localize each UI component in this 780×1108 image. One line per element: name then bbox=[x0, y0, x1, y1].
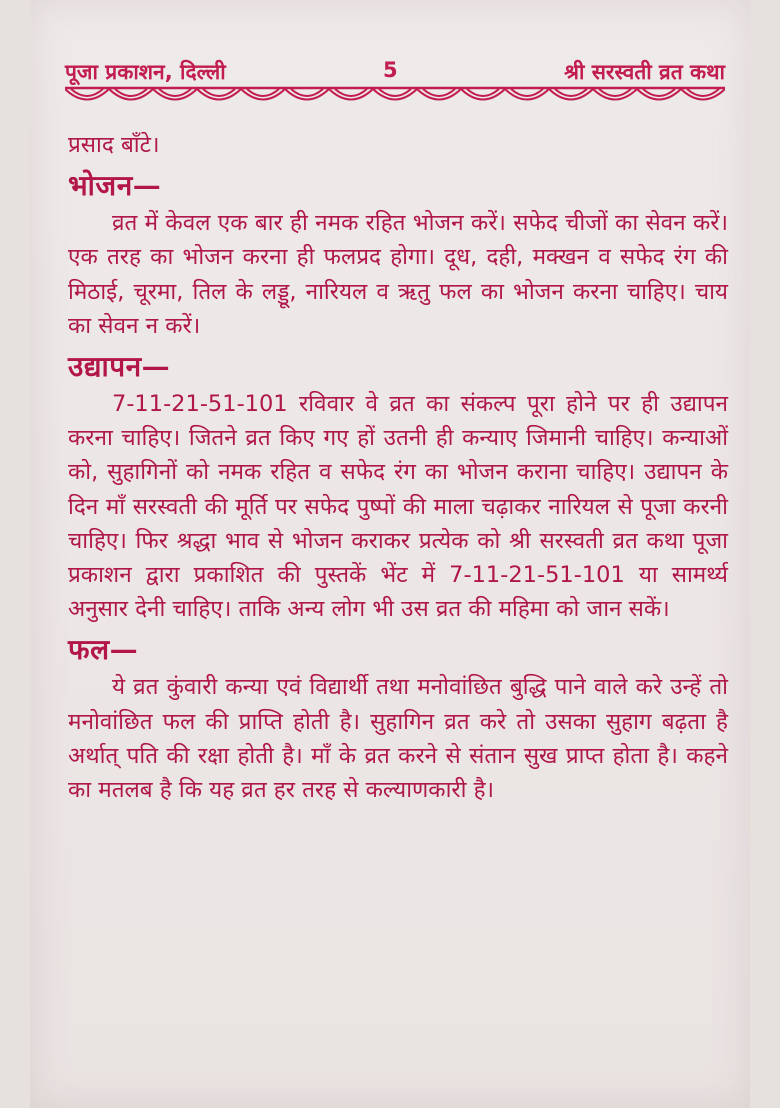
border-scallop-inner bbox=[159, 89, 191, 96]
section-text-udyapan: 7-11-21-51-101 रविवार वे व्रत का संकल्प पूरा होने पर ही उद्यापन करना चाहिए। जितने व्रत किए गए हों उतनी ही कन्याए जिमानी चाहिए। कन्याओं को, सुहागिनों को नमक रहित व सफेद रंग का भोजन कराना चाहिए। उद्यापन के दिन माँ सरस्वती की मूर्ति पर सफेद पुष्पों की माला चढ़ाकर नारियल से पूजा करनी चाहिए। फिर श्रद्धा भाव से भोजन कराकर प्रत्येक को श्री सरस्वती व्रत कथा पूजा प्रकाशन द्वारा प्रकाशित की पुस्तकें भेंट में 7-11-21-51-101 या सामर्थ्य अनुसार देनी चाहिए। ताकि अन्य लोग भी उस व्रत की महिमा को जान सकें। bbox=[68, 391, 728, 623]
border-scallop-inner bbox=[379, 89, 411, 96]
intro-line: प्रसाद बाँटे। bbox=[68, 132, 160, 158]
book-page bbox=[30, 0, 750, 1108]
section-heading-phal: फल— bbox=[68, 633, 139, 667]
border-scallop-inner bbox=[423, 89, 455, 96]
border-scallop-inner bbox=[335, 89, 367, 96]
border-scallop-inner bbox=[467, 89, 499, 96]
border-scallop-inner bbox=[115, 89, 147, 96]
border-scallop-inner bbox=[555, 89, 587, 96]
border-scallop-inner bbox=[643, 89, 675, 96]
header-book-title: श्री सरस्वती व्रत कथा bbox=[564, 60, 725, 84]
border-scallop-inner bbox=[247, 89, 279, 96]
section-text-bhojan: व्रत में केवल एक बार ही नमक रहित भोजन करें। सफेद चीजों का सेवन करें। एक तरह का भोजन करना ही फलप्रद होगा। दूध, दही, मक्खन व सफेद रंग की मिठाई, चूरमा, तिल के लड्डू, नारियल व ऋतु फल का भोजन करना चाहिए। चाय का सेवन न करें। bbox=[68, 210, 728, 339]
border-scallop-inner bbox=[687, 89, 719, 96]
border-scallop-inner bbox=[291, 89, 323, 96]
border-scallop-inner bbox=[203, 89, 235, 96]
section-text-phal: ये व्रत कुंवारी कन्या एवं विद्यार्थी तथा मनोवांछित बुद्धि पाने वाले करे उन्हें तो मनोवांछित फल की प्राप्ति होती है। सुहागिन व्रत करे तो उसका सुहाग बढ़ता है अर्थात् पति की रक्षा होती है। माँ के व्रत करने से संतान सुख प्राप्त होता है। कहने का मतलब है कि यह व्रत हर तरह से कल्याणकारी है। bbox=[68, 674, 728, 804]
page-content bbox=[68, 128, 728, 807]
page-number: 5 bbox=[383, 58, 398, 82]
header-publisher: पूजा प्रकाशन, दिल्ली bbox=[65, 60, 226, 84]
section-heading-bhojan: भोजन— bbox=[68, 169, 162, 203]
border-scallop-inner bbox=[599, 89, 631, 96]
section-heading-udyapan: उद्यापन— bbox=[68, 350, 171, 384]
border-scallop-inner bbox=[511, 89, 543, 96]
decorative-border bbox=[65, 86, 725, 108]
page-header bbox=[65, 52, 725, 88]
border-scallop-inner bbox=[71, 89, 103, 96]
